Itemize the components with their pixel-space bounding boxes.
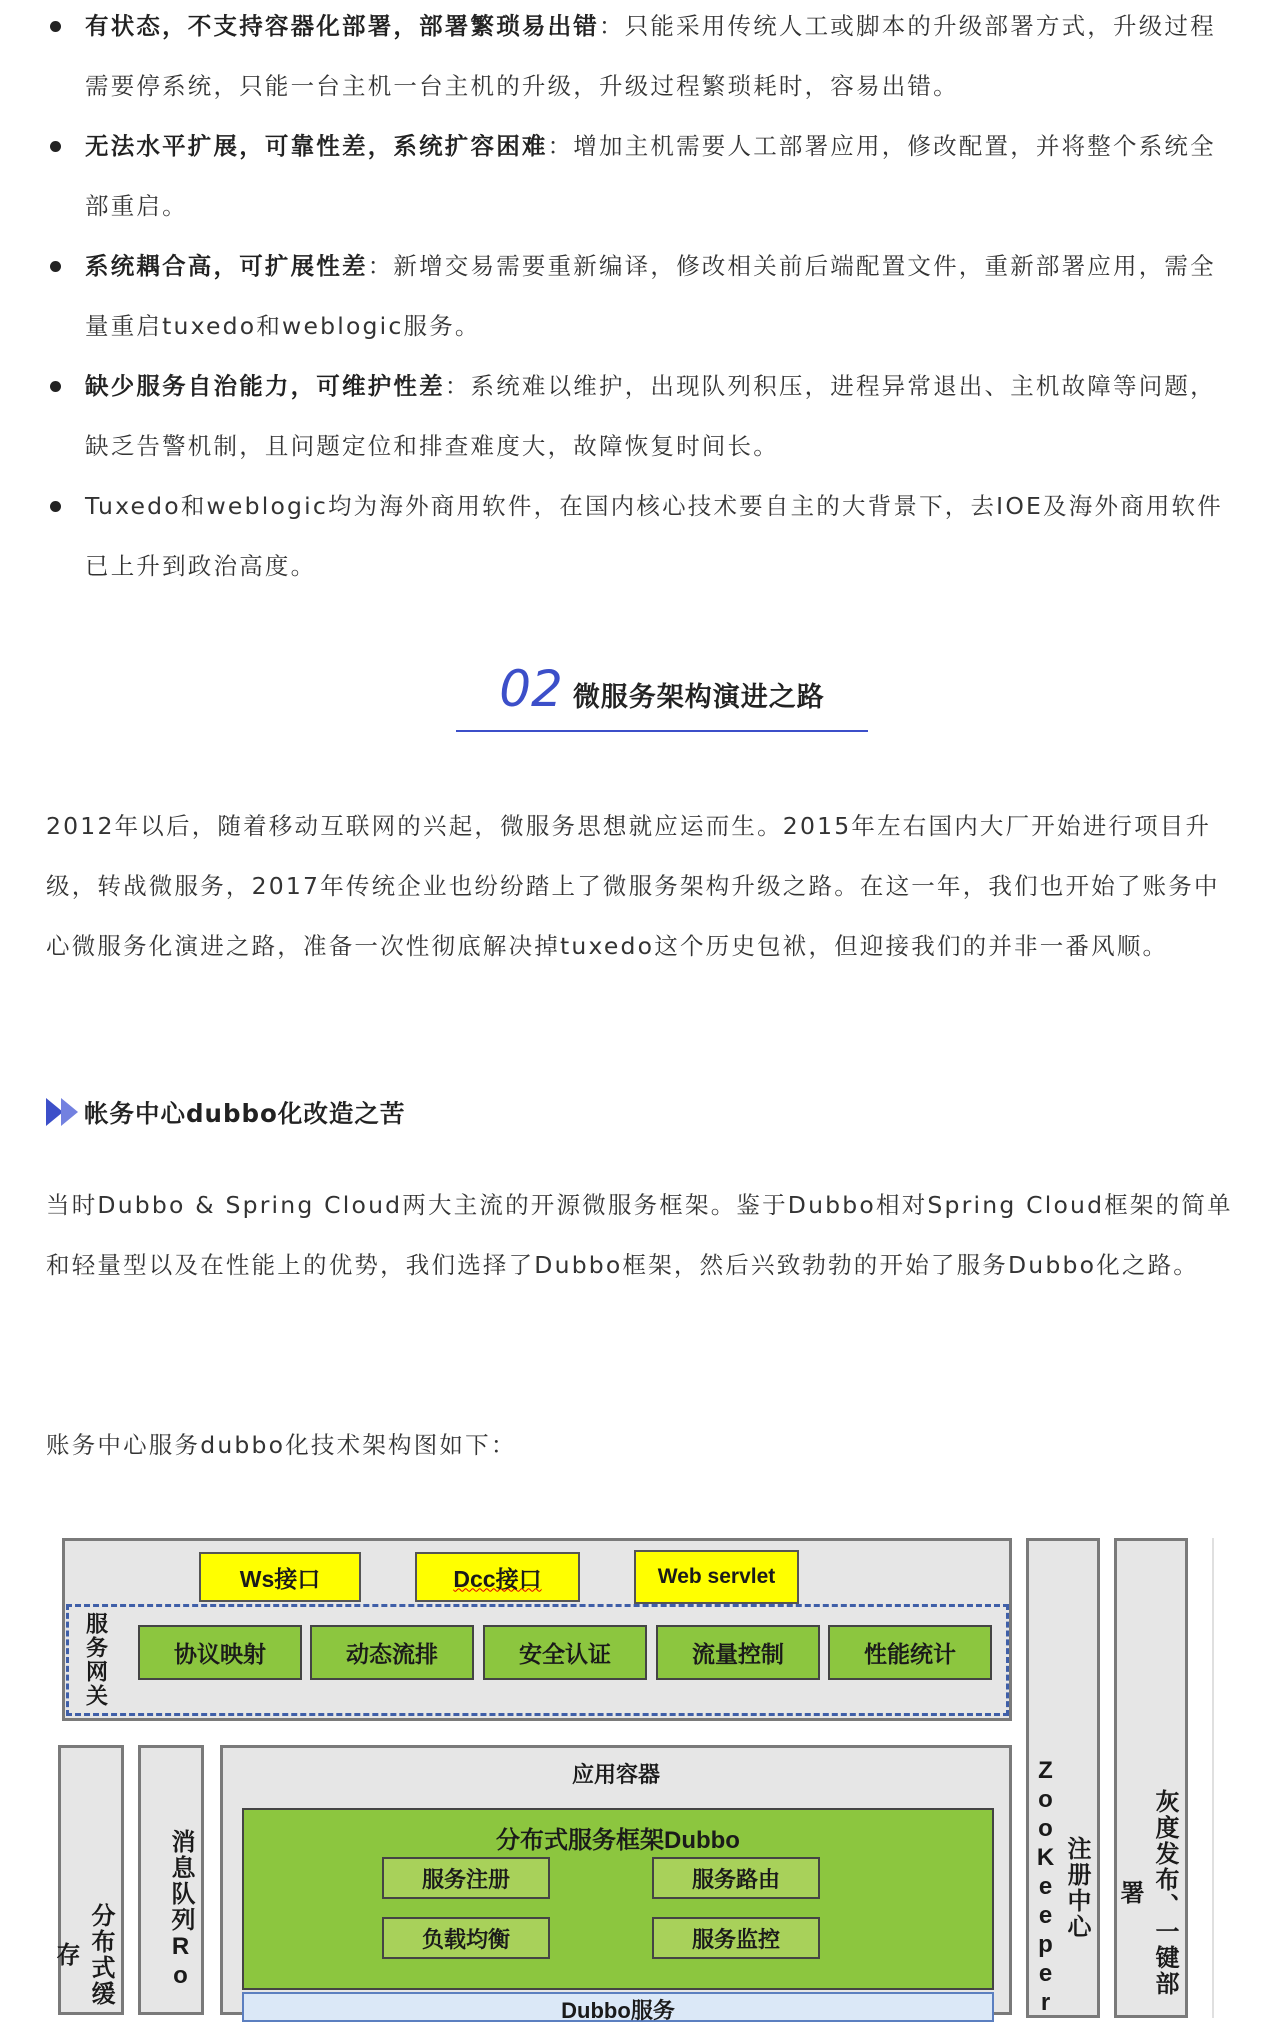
ws-interface: Ws接口 [199, 1552, 361, 1602]
bullet-dot-icon [50, 381, 61, 392]
bullet-dot-icon [50, 21, 61, 32]
registry-label: 注册中心ZooKeeper [1032, 1757, 1090, 2018]
issue-title: 无法水平扩展，可靠性差，系统扩容困难 [85, 132, 548, 160]
dubbo-paragraph: 当时Dubbo & Spring Cloud两大主流的开源微服务框架。鉴于Dubbo相对Spring Cloud框架的简单和轻量型以及在性能上的优势，我们选择了Dubbo框架，然后兴致勃勃的开始了服务Dubbo化之路。 [46, 1191, 1233, 1279]
bullet-dot-icon [50, 141, 61, 152]
subheading [46, 1087, 405, 1137]
issue-item [46, 476, 1236, 596]
issue-text: ：系统难以维护，出现队列积压，进程异常退出、主机故障等问题，缺乏告警机制，且问题定位和排查难度大，故障恢复时间长。 [85, 372, 1216, 460]
architecture-diagram [52, 1530, 1224, 2023]
issue-text: ：增加主机需要人工部署应用，修改配置，并将整个系统全部重启。 [85, 132, 1216, 220]
dubbo-item: 服务监控 [652, 1917, 820, 1959]
section-title: 微服务架构演进之路 [572, 682, 825, 713]
subheading-text: 帐务中心dubbo化改造之苦 [84, 1098, 406, 1128]
intro-paragraph: 2012年以后，随着移动互联网的兴起，微服务思想就应运而生。2015年左右国内大厂开始进行项目升级，转战微服务，2017年传统企业也纷纷踏上了微服务架构升级之路。在这一年，我们也开始了账务中心微服务化演进之路，准备一次性彻底解决掉tuxedo这个历史包袱，但迎接我们的并非一番风顺。 [46, 812, 1220, 960]
issue-item [46, 0, 1236, 116]
dcc-interface-label: Dcc接口 [453, 1565, 542, 1592]
mq-label: 消息队列Ro [167, 1829, 194, 1991]
dubbo-framework: 分布式服务框架Dubbo [242, 1808, 994, 1990]
issue-text: ：新增交易需要重新编译，修改相关前后端配置文件，重新部署应用，需全量重启tuxedo和weblogic服务。 [85, 252, 1216, 340]
gateway-item: 协议映射 [138, 1625, 302, 1680]
app-container: 应用容器 [220, 1745, 1012, 2015]
gateway-label: 服务网关 [83, 1612, 109, 1708]
section-number: 02 [499, 660, 563, 718]
cache-label: 分布式缓存 [52, 1903, 114, 2007]
dubbo-item: 负载均衡 [382, 1917, 550, 1959]
issue-title: 缺少服务自治能力，可维护性差 [85, 372, 445, 400]
section-heading [456, 660, 868, 732]
issue-item [46, 356, 1236, 476]
issue-item [46, 116, 1236, 236]
diagram-edge-line [1212, 1538, 1214, 2018]
dcc-interface [415, 1552, 580, 1602]
bullet-dot-icon [50, 501, 61, 512]
issue-title: 系统耦合高，可扩展性差 [85, 252, 368, 280]
issue-text: ：只能采用传统人工或脚本的升级部署方式，升级过程需要停系统，只能一台主机一台主机的升级，升级过程繁琐耗时，容易出错。 [85, 12, 1216, 100]
web-servlet: Web servlet [634, 1550, 799, 1604]
issue-item [46, 236, 1236, 356]
deploy-label: 灰度发布、一键部署 [1116, 1788, 1178, 1997]
bullet-dot-icon [50, 261, 61, 272]
dubbo-item: 服务路由 [652, 1857, 820, 1899]
double-arrow-icon [46, 1098, 78, 1126]
issue-list [46, 0, 1236, 596]
gateway-item: 动态流排 [310, 1625, 474, 1680]
gateway-item: 安全认证 [483, 1625, 647, 1680]
gateway-item: 流量控制 [656, 1625, 820, 1680]
dubbo-service-bar: Dubbo服务 [242, 1992, 994, 2022]
diagram-caption: 账务中心服务dubbo化技术架构图如下： [46, 1431, 517, 1459]
issue-title: 有状态，不支持容器化部署，部署繁琐易出错 [85, 12, 599, 40]
dubbo-item: 服务注册 [382, 1857, 550, 1899]
gateway-item: 性能统计 [828, 1625, 992, 1680]
issue-text: Tuxedo和weblogic均为海外商用软件，在国内核心技术要自主的大背景下，去IOE及海外商用软件已上升到政治高度。 [85, 492, 1223, 580]
